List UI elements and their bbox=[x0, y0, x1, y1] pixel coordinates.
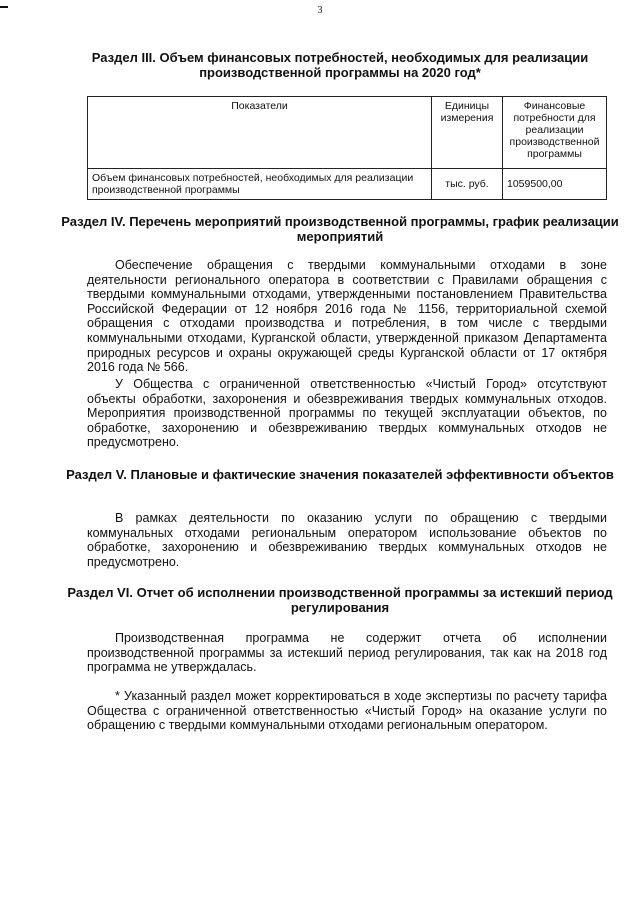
section-4-paragraph-2: У Общества с ограниченной ответственностью «Чистый Город» отсутствуют объекты обработки, захоронения и обезвреживания твердых коммунальных отходов. Мероприятия производственной программы по текущей эксплуатации объектов, по обработке, захоронению и обезвреживанию твердых коммунальных отходов не предусмотрено. bbox=[87, 377, 607, 450]
header-financial-needs: Финансовые потребности для реализации производственной программы bbox=[503, 97, 607, 169]
section-5-title: Раздел V. Плановые и фактические значения показателей эффективности объектов bbox=[66, 467, 614, 482]
section-3-title: Раздел III. Объем финансовых потребностей, необходимых для реализации производственной программы на 2020 год* bbox=[91, 50, 589, 80]
section-6-paragraph: Производственная программа не содержит отчета об исполнении производственной программы за истекший период регулирования, так как на 2018 год программа не утверждалась. bbox=[87, 631, 607, 675]
section-4-paragraph-1: Обеспечение обращения с твердыми коммунальными отходами в зоне деятельности регионального оператора в соответствии с Правилами обращения с твердыми коммунальными отходами, утвержденными постановлением Правительства Российской Федерации от 12 ноября 2016 года № 1156, территориальной схемой обращения с отходами производства и потребления, в том числе с твердыми коммунальными отходами, Курганской области, утвержденной приказом Департамента природных ресурсов и охраны окружающей среды Курганской области от 17 октября 2016 года № 566. bbox=[87, 258, 607, 375]
footnote: * Указанный раздел может корректироваться в ходе экспертизы по расчету тарифа Общества с ограниченной ответственностью «Чистый Город» на оказание услуги по обращению с твердыми коммунальными отходами региональным оператором. bbox=[87, 689, 607, 733]
header-indicator: Показатели bbox=[88, 97, 432, 169]
table-row bbox=[88, 169, 607, 200]
header-unit: Единицы измерения bbox=[432, 97, 503, 169]
section-4-title: Раздел IV. Перечень мероприятий производственной программы, график реализации мероприятий bbox=[61, 214, 619, 244]
section-5-paragraph: В рамках деятельности по оказанию услуги по обращению с твердыми коммунальных отходами региональным оператором использование объектов по обработке, захоронению и обезвреживанию твердых коммунальных отходов не предусмотрено. bbox=[87, 511, 607, 569]
financial-needs-table bbox=[87, 96, 607, 200]
page-number: 3 bbox=[317, 5, 323, 16]
cell-value: 1059500,00 bbox=[503, 169, 607, 200]
table-header-row bbox=[88, 97, 607, 169]
cell-indicator: Объем финансовых потребностей, необходимых для реализации производственной программы bbox=[88, 169, 432, 200]
section-6-title: Раздел VI. Отчет об исполнении производственной программы за истекший период регулирования bbox=[67, 585, 613, 615]
cell-unit: тыс. руб. bbox=[432, 169, 503, 200]
